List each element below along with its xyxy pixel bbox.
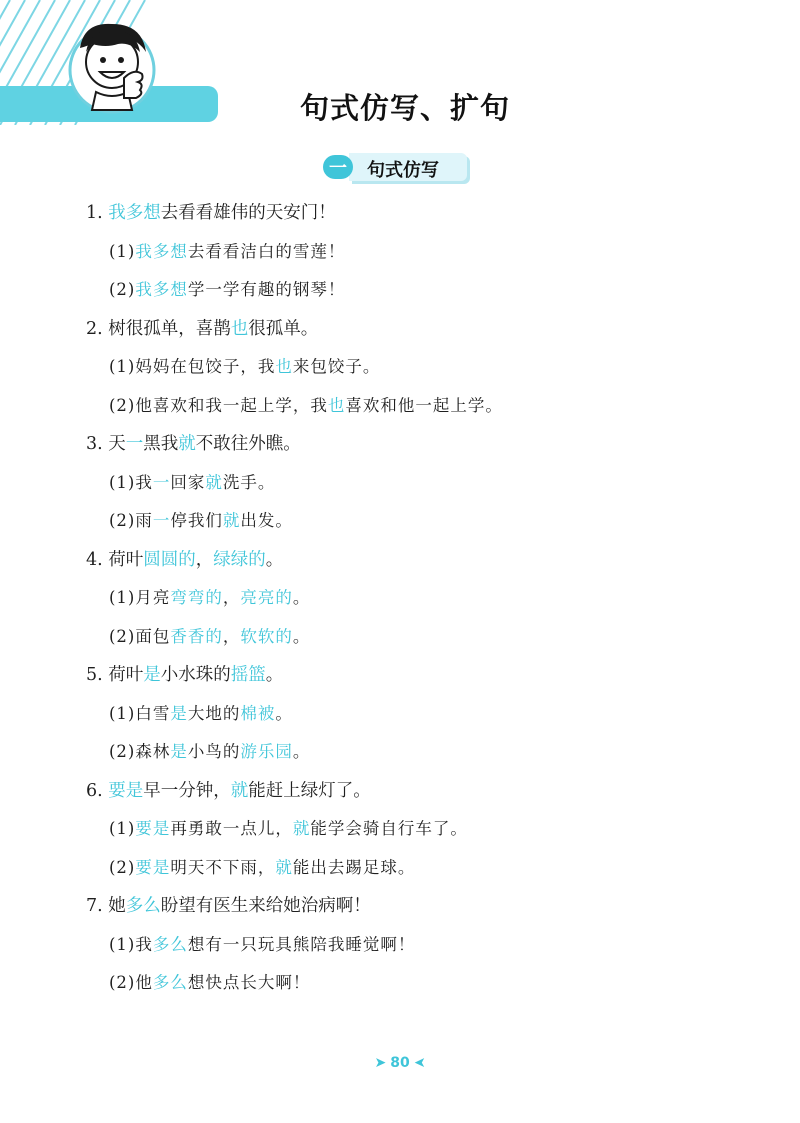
- sentence-text: (1)我: [109, 472, 153, 492]
- sentence-text: 很孤单。: [248, 318, 319, 339]
- exercise-list: [86, 194, 766, 1003]
- sentence-text: 4. 荷叶: [86, 549, 144, 570]
- exercise-imitation: [86, 233, 766, 272]
- sentence-text: 小水珠的: [160, 665, 231, 685]
- sentence-text: 停我们: [170, 511, 223, 530]
- exercise-imitation: [86, 579, 766, 618]
- highlight-text: 也: [327, 395, 346, 415]
- sentence-text: 。: [265, 665, 284, 685]
- page-title: 句式仿写、扩句: [300, 91, 511, 125]
- highlight-text: 圆圆的: [143, 549, 196, 570]
- sentence-text: 能出去踢足球。: [292, 857, 416, 877]
- sentence-text: (1): [109, 819, 136, 838]
- sentence-text: 。: [265, 549, 284, 570]
- sentence-text: (1): [109, 241, 136, 261]
- sentence-text: 学一学有趣的钢琴！: [187, 280, 346, 299]
- section-number: 一: [329, 158, 347, 179]
- highlight-text: 就: [230, 780, 249, 801]
- highlight-text: 要是: [108, 780, 144, 801]
- page-number: 80: [390, 1055, 410, 1071]
- sentence-text: (2)森林: [109, 742, 171, 761]
- header-stripes-graphic: [0, 0, 230, 125]
- sentence-text: (2): [109, 857, 136, 877]
- header-decoration: [0, 0, 230, 125]
- exercise-imitation: [86, 926, 766, 965]
- highlight-text: 摇篮: [230, 665, 266, 685]
- exercise-imitation: [86, 733, 766, 772]
- highlight-text: 一: [152, 511, 171, 530]
- highlight-text: 多么: [125, 896, 161, 916]
- highlight-text: 棉被: [240, 703, 276, 723]
- sentence-text: (1)月亮: [109, 588, 171, 607]
- exercise-sentence: [86, 310, 766, 349]
- highlight-text: 香香的: [170, 626, 223, 646]
- sentence-text: 5. 荷叶: [86, 665, 144, 685]
- sentence-text: 7. 她: [86, 896, 126, 916]
- sentence-text: 小鸟的: [187, 742, 241, 761]
- exercise-imitation: [86, 849, 766, 888]
- sentence-text: ，: [222, 626, 241, 646]
- exercise-item: [86, 425, 766, 541]
- exercise-sentence: [86, 887, 766, 926]
- sentence-text: (2)雨: [109, 511, 153, 530]
- highlight-text: 要是: [135, 819, 171, 838]
- highlight-text: 就: [205, 472, 223, 492]
- sentence-text: 能赶上绿灯了。: [248, 780, 371, 801]
- sentence-text: 去看看雄伟的天安门！: [160, 203, 336, 223]
- sentence-text: (2)面包: [109, 626, 171, 646]
- highlight-text: 软软的: [240, 626, 293, 646]
- sentence-text: 想有一只玩具熊陪我睡觉啊！: [187, 934, 416, 954]
- sentence-text: 大地的: [187, 703, 241, 723]
- left-arrow-icon: ➤: [374, 1055, 387, 1071]
- exercise-item: [86, 310, 766, 426]
- section-label: 句式仿写: [367, 160, 439, 181]
- sentence-text: 来包饺子。: [292, 357, 381, 376]
- highlight-text: 是: [170, 703, 188, 723]
- sentence-text: 。: [275, 703, 293, 723]
- highlight-text: 就: [178, 434, 196, 454]
- exercise-imitation: [86, 618, 766, 657]
- highlight-text: 我多想: [108, 203, 161, 223]
- exercise-item: [86, 541, 766, 657]
- cartoon-boy-icon: [70, 24, 154, 112]
- highlight-text: 也: [230, 318, 249, 339]
- sentence-text: 黑我: [143, 434, 179, 454]
- exercise-item: [86, 656, 766, 772]
- exercise-imitation: [86, 387, 766, 426]
- sentence-text: 2. 树很孤单，喜鹊: [86, 318, 231, 339]
- highlight-text: 一: [152, 472, 171, 492]
- sentence-text: ，: [195, 549, 214, 570]
- sentence-text: 1.: [86, 203, 109, 223]
- exercise-item: [86, 887, 766, 1003]
- exercise-item: [86, 194, 766, 310]
- right-arrow-icon: ➤: [413, 1055, 426, 1071]
- highlight-text: 是: [170, 742, 188, 761]
- exercise-sentence: [86, 425, 766, 464]
- highlight-text: 要是: [135, 857, 171, 877]
- exercise-imitation: [86, 502, 766, 541]
- sentence-text: 。: [292, 742, 311, 761]
- sentence-text: 不敢往外瞧。: [195, 434, 301, 454]
- sentence-text: (2)他喜欢和我一起上学，我: [109, 395, 328, 415]
- exercise-imitation: [86, 271, 766, 310]
- highlight-text: 多么: [152, 973, 188, 992]
- sentence-text: (1)我: [109, 934, 153, 954]
- highlight-text: 我多想: [135, 241, 188, 261]
- highlight-text: 我多想: [135, 280, 188, 299]
- highlight-text: 就: [275, 857, 293, 877]
- exercise-imitation: [86, 964, 766, 1003]
- highlight-text: 多么: [152, 934, 188, 954]
- highlight-text: 也: [275, 357, 293, 376]
- sentence-text: 回家: [170, 472, 206, 492]
- sentence-text: 想快点长大啊！: [187, 973, 311, 992]
- sentence-text: 3. 天: [86, 434, 126, 454]
- highlight-text: 绿绿的: [213, 549, 266, 570]
- exercise-sentence: [86, 656, 766, 695]
- sentence-text: 盼望有医生来给她治病啊！: [160, 896, 371, 916]
- highlight-text: 亮亮的: [240, 588, 293, 607]
- exercise-sentence: [86, 541, 766, 580]
- exercise-sentence: [86, 772, 766, 811]
- sentence-text: (1)白雪: [109, 703, 171, 723]
- exercise-item: [86, 772, 766, 888]
- exercise-imitation: [86, 810, 766, 849]
- exercise-imitation: [86, 695, 766, 734]
- sentence-text: (2)他: [109, 973, 153, 992]
- highlight-text: 游乐园: [240, 742, 293, 761]
- highlight-text: 一: [125, 434, 144, 454]
- sentence-text: 洗手。: [222, 472, 276, 492]
- sentence-text: 再勇敢一点儿，: [170, 819, 293, 838]
- sentence-text: 。: [292, 626, 311, 646]
- highlight-text: 就: [222, 511, 241, 530]
- sentence-text: (2): [109, 280, 136, 299]
- sentence-text: 。: [292, 588, 311, 607]
- exercise-sentence: [86, 194, 766, 233]
- sentence-text: 早一分钟，: [143, 780, 231, 801]
- sentence-text: ，: [222, 588, 241, 607]
- highlight-text: 弯弯的: [170, 588, 223, 607]
- exercise-imitation: [86, 464, 766, 503]
- section-heading: [323, 151, 471, 185]
- exercise-imitation: [86, 348, 766, 387]
- page-footer: [0, 1055, 800, 1071]
- highlight-text: 就: [292, 819, 311, 838]
- sentence-text: 去看看洁白的雪莲！: [187, 241, 346, 261]
- sentence-text: (1)妈妈在包饺子，我: [109, 357, 276, 376]
- sentence-text: 喜欢和他一起上学。: [345, 395, 503, 415]
- sentence-text: 能学会骑自行车了。: [310, 819, 468, 838]
- sentence-text: 6.: [86, 780, 109, 801]
- sentence-text: 出发。: [240, 511, 293, 530]
- sentence-text: 明天不下雨，: [170, 857, 276, 877]
- highlight-text: 是: [143, 665, 161, 685]
